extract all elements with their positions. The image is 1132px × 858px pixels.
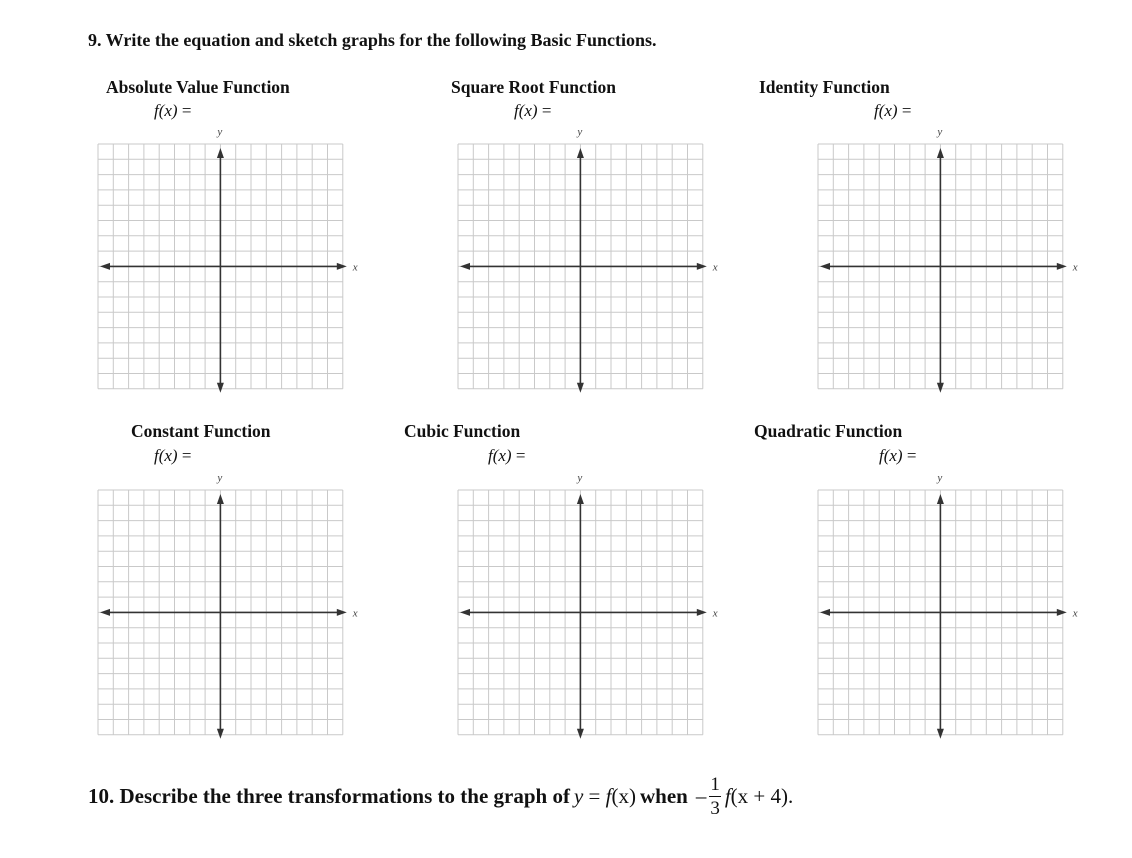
x-axis-left-arrow-icon: [100, 263, 110, 270]
expr-f: f: [724, 783, 731, 808]
question-9-title: 9. Write the equation and sketch graphs for the following Basic Functions.: [88, 30, 657, 50]
y-axis-down-arrow-icon: [217, 383, 224, 393]
equation-sign: =: [515, 446, 526, 465]
y-axis-down-arrow-icon: [937, 729, 944, 739]
y-axis-up-arrow-icon: [577, 148, 584, 158]
identity-equation[interactable]: [874, 101, 911, 121]
cubic-title: Cubic Function: [404, 421, 521, 441]
equation-sign: =: [181, 101, 192, 120]
square-root-graph[interactable]: [456, 124, 796, 464]
cubic-graph[interactable]: [456, 470, 796, 810]
coordinate-grid: [96, 124, 436, 464]
equation-sign: =: [541, 101, 552, 120]
y-axis-up-arrow-icon: [577, 494, 584, 504]
fraction-denominator: 3: [710, 797, 720, 819]
y-axis-up-arrow-icon: [217, 494, 224, 504]
equation-prefix: f(x): [154, 101, 178, 120]
constant-graph[interactable]: [96, 470, 436, 810]
y-axis-label: y: [937, 472, 943, 484]
question-10: [88, 766, 797, 826]
expr-period: .: [788, 783, 794, 808]
x-axis-left-arrow-icon: [820, 609, 830, 616]
y-axis-down-arrow-icon: [577, 729, 584, 739]
equation-prefix: f(x): [879, 446, 903, 465]
math-y: y: [573, 783, 584, 808]
coordinate-grid: [456, 124, 796, 464]
x-axis-right-arrow-icon: [337, 263, 347, 270]
equation-prefix: f(x): [488, 446, 512, 465]
math-f: f: [605, 783, 612, 808]
y-axis-label: y: [217, 472, 223, 484]
y-axis-up-arrow-icon: [937, 494, 944, 504]
x-axis-label: x: [712, 607, 718, 620]
minus-sign: –: [695, 783, 707, 808]
equation-prefix: f(x): [874, 101, 898, 120]
x-axis-left-arrow-icon: [820, 263, 830, 270]
square-root-equation[interactable]: [514, 101, 551, 121]
fraction-numerator: 1: [710, 773, 720, 795]
y-axis-label: y: [937, 126, 943, 138]
y-axis-down-arrow-icon: [937, 383, 944, 393]
quadratic-graph[interactable]: [816, 470, 1132, 810]
x-axis-left-arrow-icon: [100, 609, 110, 616]
x-axis-label: x: [712, 261, 718, 274]
absolute-value-equation[interactable]: [154, 101, 191, 121]
x-axis-right-arrow-icon: [697, 263, 707, 270]
word-when: when: [639, 783, 688, 808]
math-f-arg: (x): [611, 783, 636, 808]
equation-sign: =: [181, 446, 192, 465]
x-axis-label: x: [352, 607, 358, 620]
x-axis-label: x: [1072, 261, 1078, 274]
absolute-value-title: Absolute Value Function: [106, 77, 290, 97]
question-10-text: 10. Describe the three transformations to the graph of: [88, 783, 570, 808]
function-notation: [574, 784, 636, 809]
square-root-title: Square Root Function: [451, 77, 616, 97]
x-axis-right-arrow-icon: [1057, 609, 1067, 616]
transformed-expression: [725, 784, 793, 809]
x-axis-right-arrow-icon: [337, 609, 347, 616]
x-axis-label: x: [1072, 607, 1078, 620]
constant-title: Constant Function: [131, 421, 271, 441]
x-axis-right-arrow-icon: [697, 609, 707, 616]
identity-title: Identity Function: [759, 77, 890, 97]
x-axis-right-arrow-icon: [1057, 263, 1067, 270]
x-axis-left-arrow-icon: [460, 609, 470, 616]
expr-arg: (x + 4): [730, 783, 789, 808]
coordinate-grid: [96, 470, 436, 810]
identity-graph[interactable]: [816, 124, 1132, 464]
coordinate-grid: [816, 470, 1132, 810]
absolute-value-graph[interactable]: [96, 124, 436, 464]
x-axis-label: x: [352, 261, 358, 274]
equation-prefix: f(x): [154, 446, 178, 465]
coordinate-grid: [456, 470, 796, 810]
y-axis-down-arrow-icon: [217, 729, 224, 739]
fraction-one-third: [708, 775, 722, 818]
equation-sign: =: [906, 446, 917, 465]
y-axis-up-arrow-icon: [937, 148, 944, 158]
quadratic-title: Quadratic Function: [754, 421, 903, 441]
y-axis-up-arrow-icon: [217, 148, 224, 158]
y-axis-label: y: [217, 126, 223, 138]
y-axis-label: y: [577, 126, 583, 138]
y-axis-label: y: [577, 472, 583, 484]
equation-sign: =: [901, 101, 912, 120]
math-equals: =: [588, 783, 601, 808]
coordinate-grid: [816, 124, 1132, 464]
x-axis-left-arrow-icon: [460, 263, 470, 270]
y-axis-down-arrow-icon: [577, 383, 584, 393]
equation-prefix: f(x): [514, 101, 538, 120]
